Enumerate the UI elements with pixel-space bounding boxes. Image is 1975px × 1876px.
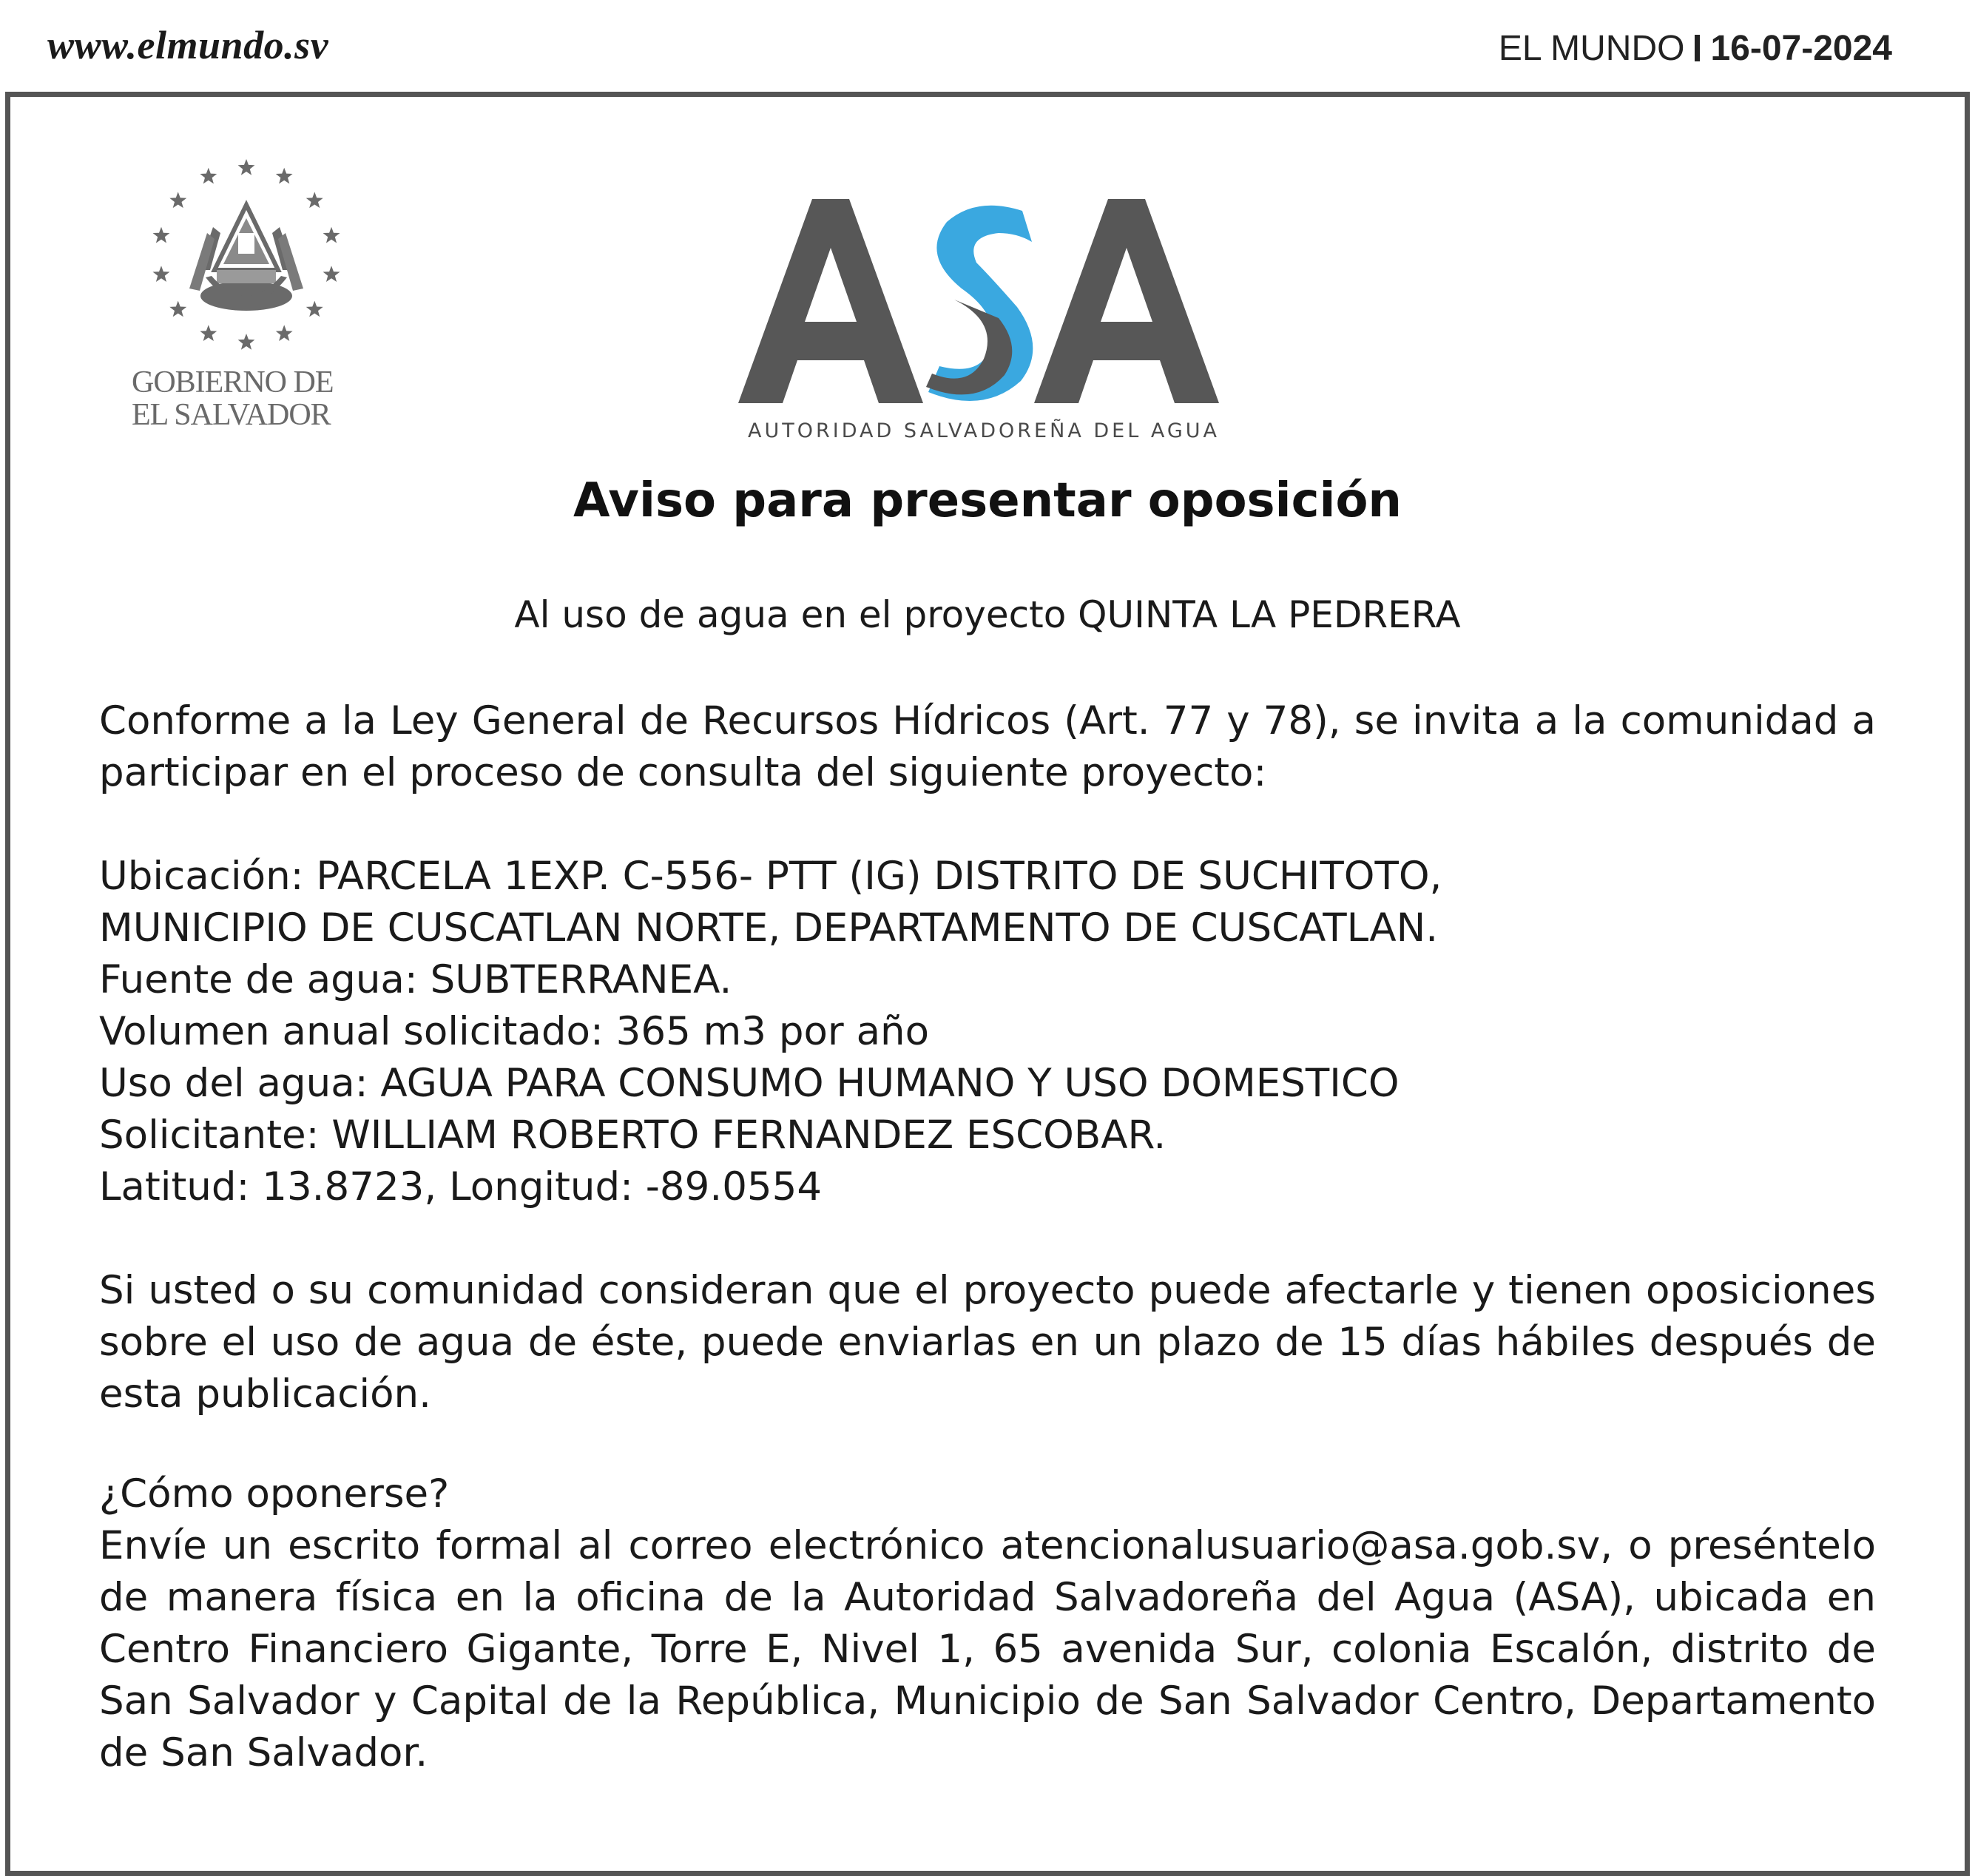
star-icon: [169, 192, 186, 208]
star-icon: [306, 301, 323, 317]
publication-name: EL MUNDO: [1498, 29, 1685, 68]
detail-location-line1: Ubicación: PARCELA 1EXP. C-556- PTT (IG) DISTRITO DE SUCHITOTO,: [99, 854, 1442, 899]
site-url[interactable]: www.elmundo.sv: [47, 23, 329, 67]
asa-subtitle: AUTORIDAD SALVADOREÑA DEL AGUA: [748, 419, 1220, 442]
detail-applicant: Solicitante: WILLIAM ROBERTO FERNANDEZ ESCOBAR.: [99, 1113, 1167, 1158]
separator: [1695, 35, 1700, 61]
government-name: [132, 366, 383, 431]
publication-date: 16-07-2024: [1710, 29, 1892, 68]
star-icon: [153, 227, 170, 243]
star-icon: [169, 301, 186, 317]
intro-paragraph: Conforme a la Ley General de Recursos Hídricos (Art. 77 y 78), se invita a la comunidad a participar en el proceso de consulta del siguiente proyecto:: [99, 698, 1876, 795]
star-icon: [323, 227, 340, 243]
detail-location-line2: MUNICIPIO DE CUSCATLAN NORTE, DEPARTAMENTO DE CUSCATLAN.: [99, 905, 1439, 951]
government-logo: [132, 159, 383, 431]
opposition-paragraph: Si usted o su comunidad consideran que el proyecto puede afectarle y tienen oposiciones sobre el uso de agua de éste, puede enviarlas en un plazo de 15 días hábiles después de esta publicación.: [99, 1268, 1876, 1417]
detail-coordinates: Latitud: 13.8723, Longitud: -89.0554: [99, 1164, 823, 1209]
asa-logo: [732, 189, 1250, 442]
notice-title: Aviso para presentar oposición: [573, 473, 1402, 528]
star-icon: [306, 192, 323, 208]
detail-annual-volume: Volumen anual solicitado: 365 m3 por año: [99, 1009, 930, 1054]
how-body: Envíe un escrito formal al correo electrónico atencionalusuario@asa.gob.sv, o preséntelo de manera física en la oficina de la Autoridad Salvadoreña del Agua (ASA), ubicada en Centro Financiero Gigante, Torre E, Nivel 1, 65 avenida Sur, colonia Escalón, distrito de San Salvador y Capital de la República, Municipio de San Salvador Centro, Departamento de San Salvador.: [99, 1523, 1876, 1775]
how-to-oppose: [99, 1468, 1876, 1779]
asa-wordmark-icon: [732, 189, 1235, 411]
detail-water-source: Fuente de agua: SUBTERRANEA.: [99, 957, 732, 1002]
detail-water-use: Uso del agua: AGUA PARA CONSUMO HUMANO Y USO DOMESTICO: [99, 1061, 1400, 1106]
star-icon: [238, 334, 255, 350]
how-heading: ¿Cómo oponerse?: [99, 1471, 450, 1516]
publication-info: [1499, 28, 1892, 69]
star-icon: [276, 325, 293, 341]
star-icon: [276, 168, 293, 184]
government-line1: GOBIERNO DE: [132, 365, 334, 399]
star-icon: [200, 168, 217, 184]
star-icon: [323, 266, 340, 282]
coat-of-arms-icon: [146, 159, 346, 359]
project-details: [99, 851, 1876, 1213]
notice-subtitle: Al uso de agua en el proyecto QUINTA LA PEDRERA: [514, 593, 1461, 636]
star-icon: [153, 266, 170, 282]
government-line2: EL SALVADOR: [132, 398, 331, 432]
star-icon: [238, 159, 255, 175]
star-icon: [200, 325, 217, 341]
